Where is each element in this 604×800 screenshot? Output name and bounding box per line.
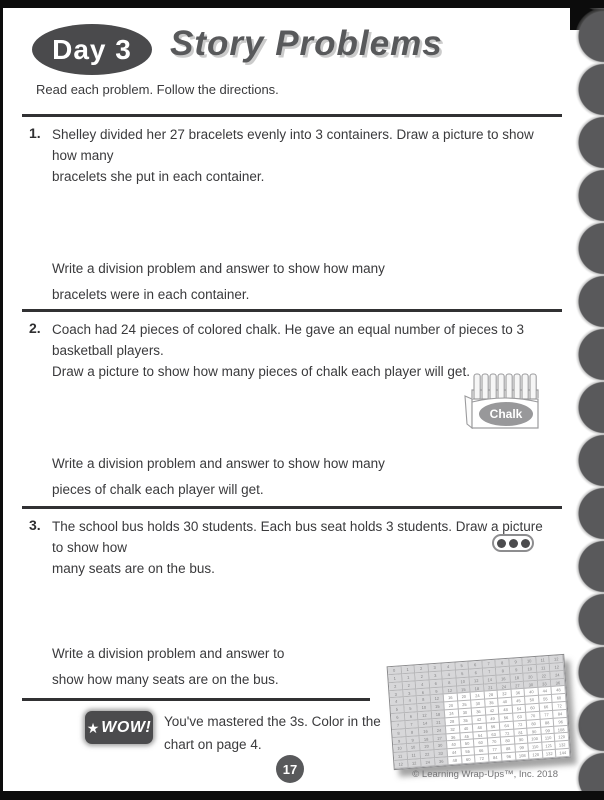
- chart-cell: 8: [406, 728, 420, 737]
- copyright-text: © Learning Wrap-Ups™, Inc. 2018: [412, 769, 558, 780]
- chart-cell: 49: [486, 714, 500, 723]
- chart-cell: 10: [407, 744, 421, 753]
- chart-cell: 21: [432, 718, 446, 727]
- chart-cell: 72: [514, 720, 528, 729]
- chart-cell: 42: [473, 715, 487, 724]
- chart-cell: 6: [404, 712, 418, 721]
- chart-cell: 88: [541, 719, 555, 728]
- chart-cell: 88: [502, 745, 516, 754]
- chart-cell: 40: [460, 724, 474, 733]
- chart-cell: 7: [483, 668, 497, 677]
- chart-cell: 55: [461, 748, 475, 757]
- chart-cell: 11: [536, 656, 550, 665]
- page-frame-bottom: [0, 791, 604, 800]
- chart-cell: 56: [500, 714, 514, 723]
- chart-cell: 2: [389, 682, 403, 691]
- chart-cell: 96: [502, 753, 516, 762]
- chart-cell: 10: [523, 665, 537, 674]
- chart-cell: 8: [392, 729, 406, 738]
- chart-cell: 16: [419, 727, 433, 736]
- chart-cell: 36: [472, 708, 486, 717]
- page-number: 17: [282, 761, 298, 777]
- chart-cell: 90: [515, 736, 529, 745]
- chart-cell: 35: [485, 699, 499, 708]
- chart-cell: 15: [431, 703, 445, 712]
- section-divider: [22, 114, 562, 117]
- chart-cell: 24: [433, 726, 447, 735]
- problem-3-number: 3.: [29, 517, 41, 533]
- wow-message: [164, 710, 381, 756]
- chart-cell: 5: [404, 704, 418, 713]
- chart-cell: 50: [461, 740, 475, 749]
- chart-cell: 42: [485, 707, 499, 716]
- day-badge-label: Day 3: [52, 33, 132, 65]
- chart-cell: 36: [511, 689, 525, 698]
- chart-cell: 60: [462, 756, 476, 765]
- chart-cell: 12: [394, 760, 408, 769]
- chart-cell: 14: [483, 675, 497, 684]
- problem-3-write-line-2: show how many seats are on the bus.: [52, 672, 279, 687]
- chart-cell: 3: [429, 671, 443, 680]
- chart-cell: 6: [469, 668, 483, 677]
- chart-cell: 132: [543, 750, 557, 759]
- section-divider: [22, 309, 562, 312]
- chart-cell: 63: [487, 730, 501, 739]
- chart-cell: 27: [511, 681, 525, 690]
- chart-cell: 96: [554, 718, 568, 727]
- chart-cell: 72: [553, 702, 567, 711]
- problem-3-text: [52, 516, 557, 579]
- chart-cell: 11: [394, 752, 408, 761]
- chart-cell: 44: [538, 687, 552, 696]
- chart-cell: 60: [474, 739, 488, 748]
- chart-cell: 24: [497, 682, 511, 691]
- chart-cell: 64: [500, 721, 514, 730]
- chart-cell: 22: [421, 751, 435, 760]
- chart-cell: 90: [528, 727, 542, 736]
- chalk-label: Chalk: [489, 407, 523, 421]
- chart-cell: 6: [429, 679, 443, 688]
- chart-cell: 44: [448, 749, 462, 758]
- chart-cell: 10: [523, 657, 537, 666]
- wow-message-line-2: chart on page 4.: [164, 737, 262, 752]
- chart-cell: 108: [516, 752, 530, 761]
- chart-cell: 3: [428, 663, 442, 672]
- chart-cell: 144: [556, 749, 570, 758]
- chart-cell: 33: [434, 750, 448, 759]
- chart-cell: 1: [402, 673, 416, 682]
- chart-cell: 14: [418, 719, 432, 728]
- problem-2-write-prompt: [52, 451, 472, 503]
- problem-1-number: 1.: [29, 125, 41, 141]
- chart-cell: 110: [529, 743, 543, 752]
- chart-cell: 6: [391, 713, 405, 722]
- chart-cell: 24: [551, 671, 565, 680]
- chart-cell: 2: [415, 672, 429, 681]
- chart-cell: 99: [541, 726, 555, 735]
- chart-cell: 66: [475, 747, 489, 756]
- chart-cell: 12: [418, 711, 432, 720]
- chart-cell: 12: [430, 695, 444, 704]
- problem-1-write-prompt: [52, 256, 472, 308]
- multiplication-chart-icon: [387, 654, 572, 770]
- chart-cell: 9: [510, 666, 524, 675]
- chart-cell: 45: [460, 732, 474, 741]
- instructions-text: Read each problem. Follow the directions.: [36, 82, 279, 97]
- wow-badge: [85, 711, 153, 744]
- chart-cell: 18: [431, 710, 445, 719]
- section-divider: [22, 698, 370, 701]
- chart-cell: 121: [542, 742, 556, 751]
- student-dot: [509, 539, 518, 548]
- chart-cell: 120: [529, 751, 543, 760]
- chart-cell: 24: [421, 758, 435, 767]
- chart-cell: 11: [407, 751, 421, 760]
- chart-cell: 12: [550, 663, 564, 672]
- chart-cell: 30: [434, 742, 448, 751]
- page-frame-top: [0, 0, 604, 8]
- chart-cell: 60: [552, 694, 566, 703]
- chart-cell: 28: [445, 717, 459, 726]
- problem-2-line-2: Draw a picture to show how many pieces of chalk each player will get.: [52, 364, 470, 379]
- chart-cell: 16: [444, 694, 458, 703]
- problem-2-number: 2.: [29, 320, 41, 336]
- problem-1-write-line-1: Write a division problem and answer to show how many: [52, 261, 385, 276]
- problem-2-write-line-2: pieces of chalk each player will get.: [52, 482, 264, 497]
- chart-cell: 10: [393, 745, 407, 754]
- chart-cell: 32: [446, 725, 460, 734]
- chart-cell: 108: [555, 725, 569, 734]
- chart-cell: 110: [542, 734, 556, 743]
- chart-cell: 0: [388, 666, 402, 675]
- chart-cell: 36: [435, 757, 449, 766]
- chart-cell: 84: [489, 754, 503, 763]
- chart-cell: 99: [515, 744, 529, 753]
- problem-3-line-1: The school bus holds 30 students. Each bus seat holds 3 students. Draw a picture to show how: [52, 519, 543, 555]
- chart-cell: 84: [554, 710, 568, 719]
- page-title: Story Problems: [170, 24, 443, 63]
- chart-cell: 20: [420, 743, 434, 752]
- chart-cell: 12: [550, 655, 564, 664]
- chart-cell: 80: [501, 737, 515, 746]
- chart-cell: 2: [415, 664, 429, 673]
- chart-cell: 60: [526, 704, 540, 713]
- chart-cell: 40: [525, 688, 539, 697]
- chart-cell: 12: [408, 759, 422, 768]
- chart-cell: 20: [457, 693, 471, 702]
- chart-cell: 16: [497, 674, 511, 683]
- chart-cell: 20: [444, 702, 458, 711]
- chart-cell: 4: [390, 698, 404, 707]
- chart-cell: 40: [447, 741, 461, 750]
- chart-cell: 81: [514, 728, 528, 737]
- chart-cell: 72: [501, 729, 515, 738]
- chart-cell: 45: [512, 697, 526, 706]
- chart-cell: 8: [496, 667, 510, 676]
- problem-3-write-line-1: Write a division problem and answer to: [52, 646, 285, 661]
- chart-cell: 48: [552, 686, 566, 695]
- chart-cell: 30: [471, 700, 485, 709]
- chart-cell: 24: [445, 709, 459, 718]
- chart-cell: 18: [470, 684, 484, 693]
- chart-cell: 48: [448, 756, 462, 765]
- chart-cell: 32: [498, 690, 512, 699]
- chart-cell: 36: [447, 733, 461, 742]
- chart-cell: 35: [459, 716, 473, 725]
- chart-cell: 6: [416, 688, 430, 697]
- chart-cell: 24: [471, 692, 485, 701]
- chart-cell: 54: [512, 705, 526, 714]
- chart-cell: 10: [456, 677, 470, 686]
- problem-1-line-1: Shelley divided her 27 bracelets evenly into 3 containers. Draw a picture to show how many: [52, 127, 534, 163]
- chart-cell: 5: [390, 705, 404, 714]
- chart-cell: 3: [403, 689, 417, 698]
- chart-cell: 15: [457, 685, 471, 694]
- problem-2-write-line-1: Write a division problem and answer to show how many: [52, 456, 385, 471]
- chart-cell: 25: [458, 701, 472, 710]
- chart-cell: 70: [488, 738, 502, 747]
- section-divider: [22, 506, 562, 509]
- chart-cell: 6: [469, 661, 483, 670]
- chart-cell: 18: [420, 735, 434, 744]
- chart-cell: 54: [474, 731, 488, 740]
- chart-cell: 30: [458, 709, 472, 718]
- chart-cell: 7: [405, 720, 419, 729]
- problem-2-line-1: Coach had 24 pieces of colored chalk. He gave an equal number of pieces to 3 basketball players.: [52, 322, 525, 358]
- chart-cell: 2: [402, 681, 416, 690]
- day-badge: [32, 24, 152, 75]
- chart-cell: 9: [430, 687, 444, 696]
- chart-cell: 11: [537, 664, 551, 673]
- chart-cell: 100: [528, 735, 542, 744]
- chart-cell: 4: [442, 670, 456, 679]
- chart-cell: 48: [473, 723, 487, 732]
- chart-cell: 30: [524, 680, 538, 689]
- chart-cell: 10: [417, 704, 431, 713]
- problem-1-line-2: bracelets she put in each container.: [52, 169, 265, 184]
- page-number-badge: [276, 755, 304, 783]
- star-icon: ★: [86, 719, 100, 736]
- chart-cell: 1: [401, 665, 415, 674]
- problem-1-text: [52, 124, 557, 187]
- bus-seat-icon: [492, 534, 534, 552]
- chart-cell: 5: [456, 669, 470, 678]
- chart-cell: 77: [488, 746, 502, 755]
- chart-cell: 33: [538, 679, 552, 688]
- chart-cell: 20: [524, 673, 538, 682]
- scalloped-book-edge: [570, 8, 604, 791]
- chart-cell: 8: [417, 696, 431, 705]
- chart-cell: 12: [443, 686, 457, 695]
- chart-cell: 12: [470, 676, 484, 685]
- chart-cell: 1: [388, 674, 402, 683]
- chart-cell: 72: [475, 755, 489, 764]
- wow-message-line-1: You've mastered the 3s. Color in the: [164, 714, 381, 729]
- chart-cell: 4: [416, 680, 430, 689]
- chart-cell: 9: [509, 658, 523, 667]
- chart-cell: 8: [443, 678, 457, 687]
- chart-cell: 27: [433, 734, 447, 743]
- chart-cell: 63: [513, 713, 527, 722]
- chart-cell: 8: [496, 659, 510, 668]
- chart-cell: 77: [540, 711, 554, 720]
- chart-cell: 132: [556, 741, 570, 750]
- chart-cell: 18: [510, 673, 524, 682]
- student-dot: [521, 539, 530, 548]
- chart-cell: 66: [539, 703, 553, 712]
- chart-cell: 48: [499, 706, 513, 715]
- chart-cell: 40: [498, 698, 512, 707]
- page-frame-left: [0, 0, 3, 800]
- chart-cell: 22: [537, 672, 551, 681]
- chart-cell: 55: [539, 695, 553, 704]
- chart-cell: 70: [527, 712, 541, 721]
- chart-cell: 36: [551, 678, 565, 687]
- chart-cell: 4: [442, 663, 456, 672]
- chart-cell: 7: [482, 660, 496, 669]
- chart-cell: 9: [406, 736, 420, 745]
- chart-cell: 120: [555, 733, 569, 742]
- chart-cell: 80: [527, 719, 541, 728]
- problem-3-line-2: many seats are on the bus.: [52, 561, 215, 576]
- chart-cell: 9: [393, 737, 407, 746]
- chart-cell: 28: [484, 691, 498, 700]
- chart-cell: 21: [484, 683, 498, 692]
- chalk-box-icon: [460, 368, 550, 434]
- student-dot: [497, 539, 506, 548]
- problem-1-write-line-2: bracelets were in each container.: [52, 287, 250, 302]
- chart-cell: 50: [525, 696, 539, 705]
- chart-cell: 3: [389, 690, 403, 699]
- wow-badge-label: WOW!: [101, 718, 152, 736]
- chart-cell: 56: [487, 722, 501, 731]
- chart-cell: 5: [455, 662, 469, 671]
- chart-cell: 4: [403, 697, 417, 706]
- chart-cell: 7: [391, 721, 405, 730]
